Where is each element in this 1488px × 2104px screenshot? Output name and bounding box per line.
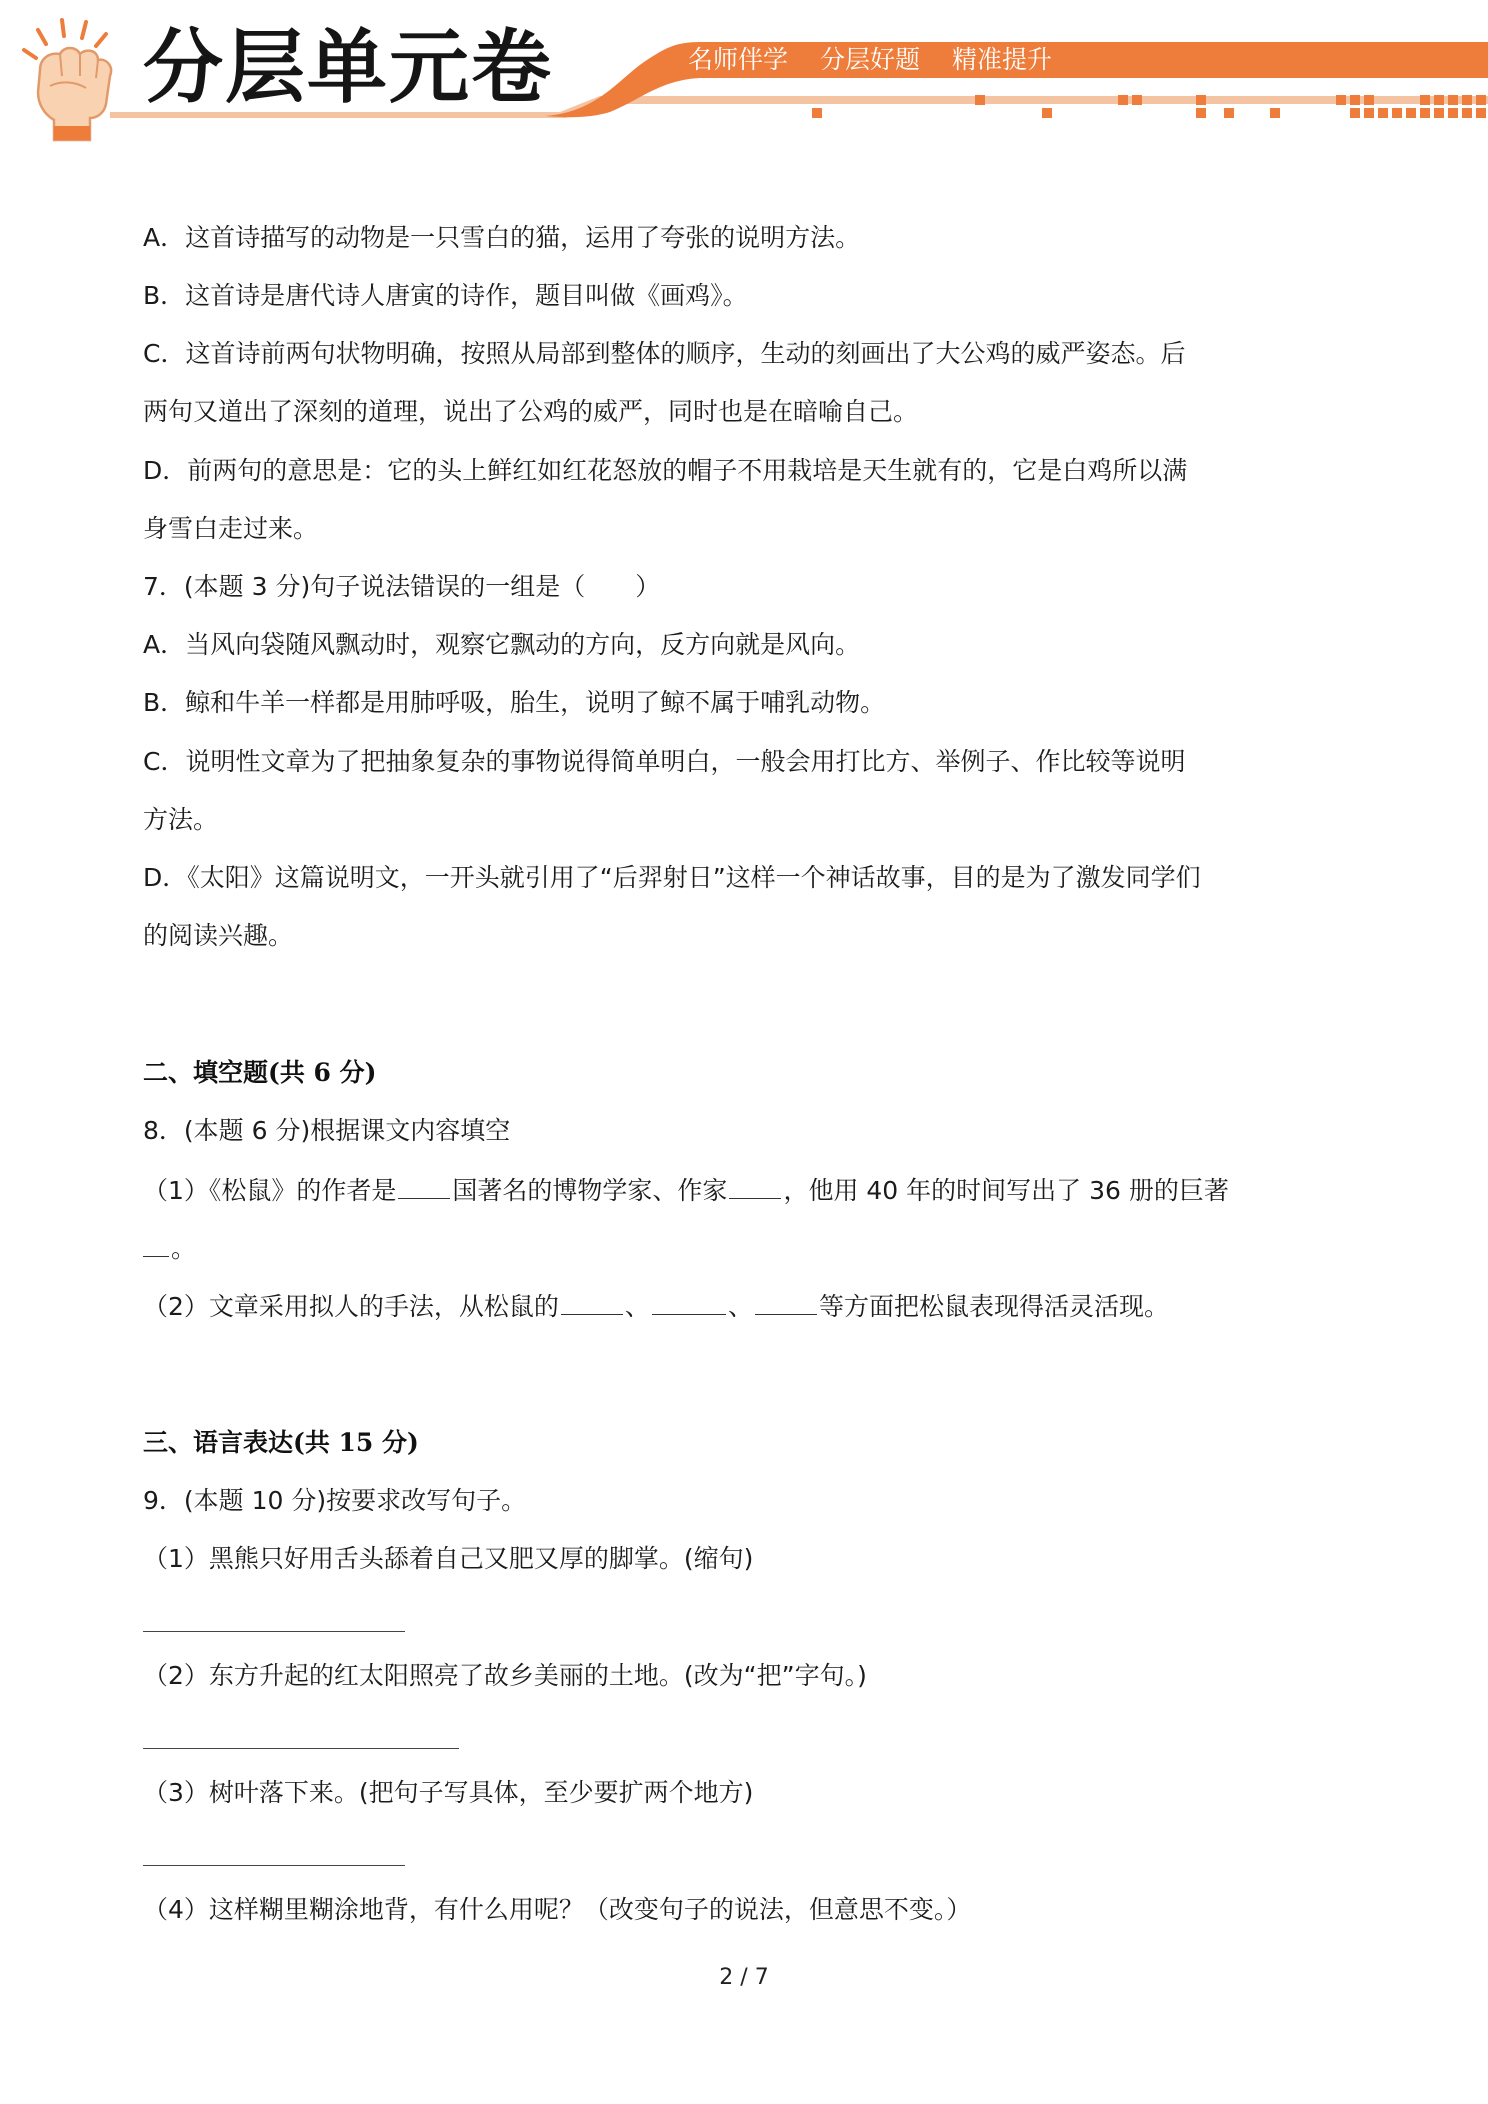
- page-header: [0, 0, 1488, 150]
- q7-option-a: A．当风向袋随风飘动时，观察它飘动的方向，反方向就是风向。: [143, 630, 861, 659]
- q7-stem: 7．(本题 3 分)句子说法错误的一组是（ ）: [143, 572, 661, 601]
- slogan-item-3: 精准提升: [951, 45, 1052, 74]
- q8-part-1: [143, 1172, 1229, 1209]
- q9-part-3: （3）树叶落下来。(把句子写具体，至少要扩两个地方): [143, 1778, 754, 1807]
- q7-option-c-line1: C．说明性文章为了把抽象复杂的事物说得简单明白，一般会用打比方、举例子、作比较等说明: [143, 747, 1186, 776]
- fill-blank[interactable]: [398, 1172, 450, 1199]
- answer-line[interactable]: [143, 1748, 459, 1749]
- q8-stem: 8．(本题 6 分)根据课文内容填空: [143, 1116, 511, 1145]
- q8-1-text-a: （1）《松鼠》的作者是: [143, 1176, 397, 1205]
- q8-part-2: [143, 1288, 1169, 1325]
- q8-1-text-c: ，他用 40 年的时间写出了 36 册的巨著: [783, 1176, 1229, 1205]
- q6-option-d-line2: 身雪白走过来。: [143, 514, 319, 543]
- q7-option-b: B．鲸和牛羊一样都是用肺呼吸，胎生，说明了鲸不属于哺乳动物。: [143, 688, 886, 717]
- fill-blank[interactable]: [561, 1288, 623, 1315]
- answer-line[interactable]: [143, 1631, 405, 1632]
- q8-2-sep-1: 、: [624, 1292, 650, 1321]
- q8-1-text-b: 国著名的博物学家、作家: [452, 1176, 728, 1205]
- q6-option-c-line2: 两句又道出了深刻的道理，说出了公鸡的威严，同时也是在暗喻自己。: [143, 397, 919, 426]
- answer-line[interactable]: [143, 1865, 405, 1866]
- fist-icon: [10, 14, 130, 144]
- q7-option-c-line2: 方法。: [143, 805, 219, 834]
- q8-1-end: 。: [171, 1234, 197, 1263]
- q6-option-d-line1: D．前两句的意思是：它的头上鲜红如红花怒放的帽子不用栽培是天生就有的，它是白鸡所以满: [143, 456, 1188, 485]
- section-3-heading: 三、语言表达(共 15 分): [143, 1428, 419, 1457]
- slogan-item-1: 名师伴学: [688, 45, 789, 74]
- page-number: 2 / 7: [719, 1965, 769, 1990]
- q7-option-d-line1: D．《太阳》这篇说明文，一开头就引用了“后羿射日”这样一个神话故事，目的是为了激发同学们: [143, 863, 1201, 892]
- fill-blank[interactable]: [143, 1230, 169, 1257]
- q6-option-a: A．这首诗描写的动物是一只雪白的猫，运用了夸张的说明方法。: [143, 223, 861, 252]
- q8-2-text-b: 等方面把松鼠表现得活灵活现。: [818, 1292, 1169, 1321]
- fill-blank[interactable]: [729, 1172, 781, 1199]
- q9-part-2: （2）东方升起的红太阳照亮了故乡美丽的土地。(改为“把”字句。): [143, 1661, 867, 1690]
- slogan: [688, 40, 1076, 80]
- q6-option-b: B．这首诗是唐代诗人唐寅的诗作，题目叫做《画鸡》。: [143, 281, 748, 310]
- section-2-heading: 二、填空题(共 6 分): [143, 1058, 377, 1087]
- q9-part-1: （1）黑熊只好用舌头舔着自己又肥又厚的脚掌。(缩句): [143, 1544, 754, 1573]
- fill-blank[interactable]: [755, 1288, 817, 1315]
- q7-option-d-line2: 的阅读兴趣。: [143, 921, 294, 950]
- slogan-item-2: 分层好题: [819, 45, 920, 74]
- brand-title: 分层单元卷: [143, 21, 553, 114]
- q8-2-text-a: （2）文章采用拟人的手法，从松鼠的: [143, 1292, 559, 1321]
- q8-2-sep-2: 、: [727, 1292, 753, 1321]
- fill-blank[interactable]: [652, 1288, 726, 1315]
- q8-part-1-continued: [143, 1230, 196, 1267]
- q9-part-4: （4）这样糊里糊涂地背，有什么用呢？（改变句子的说法，但意思不变。）: [143, 1895, 972, 1924]
- q6-option-c-line1: C．这首诗前两句状物明确，按照从局部到整体的顺序，生动的刻画出了大公鸡的威严姿态。后: [143, 339, 1186, 368]
- q9-stem: 9．(本题 10 分)按要求改写句子。: [143, 1486, 527, 1515]
